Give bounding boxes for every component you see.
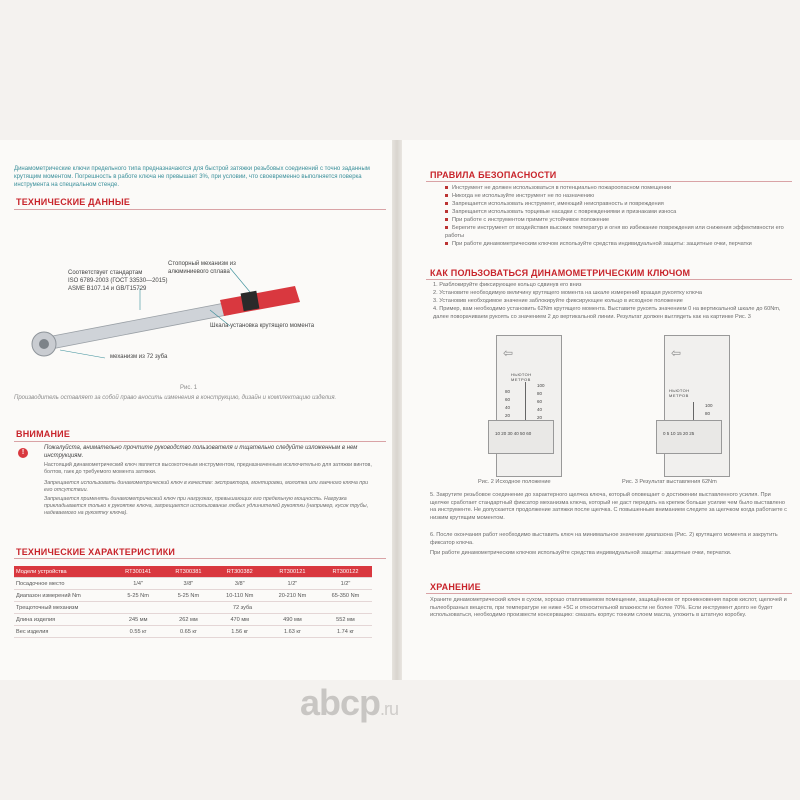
mechanism-callout: механизм из 72 зуба [110, 354, 168, 360]
list-item: 4. Пример, вам необходимо установить 62Nm крутящего момента. Выставите рукоять значением 0 на вертикальной шкале до 60Nm, далее поворачиваем рукоять со значением 2 до вертикальной линии. Результат должен выглядеть как на картинке Рис. 3 [433, 306, 781, 320]
divider [426, 593, 792, 594]
specs-table [14, 566, 372, 638]
storage-text: Храните динамометрический ключ в сухом, хорошо отапливаемом помещении, защищённом от проникновения паров кислот, щелочей и пылеобразных веществ, при температуре не ниже +5С и относительной влажности не более 70%. Если инструмент долго не будет использоваться, необходимо произвести консервацию: смазать корпус тонким слоем масла, уложить в штатную коробку. [430, 597, 787, 619]
list-item: 2. Установите необходимую величину крутящего момента на шкале измерений вращая рукоятку ключа [433, 290, 703, 296]
table-row: Длина изделия 245 мм 262 мм 470 мм 490 мм 552 мм [14, 614, 372, 626]
fig3-caption: Рис. 3 Результат выставления 62Nm [622, 479, 717, 485]
manufacturer-note: Производитель оставляет за собой право вносить изменения в конструкцию, дизайн и комплектацию изделия. [14, 395, 337, 401]
safety-list [445, 184, 790, 256]
divider [14, 209, 386, 210]
step5-text: 5. Закрутите резьбовое соединение до характерного щелчка ключа, который оповещает о достижении выставленного усилия. При щелчке сработает стандартный фиксатор механизма ключа, который не даст передать на крепеж больше усилие чем было выставлено на инструменте. Не допускается продолжение затяжки после щелчка. С повышенным вниманием следите за щелчком когда работаете с низким крутящим моментом. [430, 492, 787, 521]
table-header-cell: RT300122 [319, 566, 372, 578]
table-header-cell: RT300121 [266, 566, 319, 578]
attention-lead: Пожалуйста, внимательно прочтите руководство пользователя и тщательно следуйте изложенным в нем инструкциям. [44, 445, 358, 459]
fig2-caption: Рис. 2 Исходное положение [478, 479, 551, 485]
divider [426, 279, 792, 280]
divider [14, 558, 386, 559]
table-row: Трещоточный механизм 72 зуба [14, 602, 372, 614]
safety-heading: ПРАВИЛА БЕЗОПАСНОСТИ [430, 170, 557, 180]
tech-data-heading: ТЕХНИЧЕСКИЕ ДАННЫЕ [16, 197, 131, 207]
scale-figure-2: ⇦ НЬЮТОН МЕТРОВ 80 60 40 20 100 80 60 40 20 [496, 335, 562, 477]
scale-drum-2: 10 20 30 40 50 60 [488, 420, 554, 454]
attention-p1: Настоящий динамометрический ключ является высокоточным инструментом, предназначенным исключительно для затяжки винтов, болтов, гаек до требуемого момента затяжки. [44, 462, 372, 475]
specs-heading: ТЕХНИЧЕСКИЕ ХАРАКТЕРИСТИКИ [16, 547, 176, 557]
arrow-left-icon: ⇦ [671, 346, 682, 360]
table-header-cell: RT300381 [163, 566, 213, 578]
table-header-row [14, 566, 372, 578]
standard-callout: Соответствует стандартам ISO 6789-2003 (ГОСТ 33530—2015) ASME B107.14 и GB/T15729 [68, 270, 168, 292]
table-row: Вес изделия 0.55 кг 0.65 кг 1.56 кг 1.63 кг 1.74 кг [14, 626, 372, 638]
scale-drum-3: 0 5 10 15 20 25 [656, 420, 722, 454]
table-header-cell: RT300141 [113, 566, 163, 578]
list-item: Запрещается использовать торцевые насадки с повреждениями и признаками износа [445, 208, 790, 216]
list-item: Берегите инструмент от воздействия высоких температур и огня во избежание повреждения или снижения эффективности его работы [445, 225, 784, 239]
intro-text: Динамометрические ключи предельного типа предназначаются для быстрой затяжки резьбовых соединений с точно заданным крутящим моментом. Погрешность в работе ключа не превышает 3%, при условии, что своевременно выполняется поверка инструмента на специальном стенде. [14, 166, 370, 188]
list-item: При работе динамометрическим ключом используйте средства индивидуальной защиты: защитные очки, перчатки [445, 240, 790, 256]
list-item: 1. Разблокируйте фиксирующее кольцо сдвинув его вниз [433, 282, 582, 288]
list-item: Никогда не используйте инструмент не по назначению [445, 192, 790, 200]
arrow-left-icon: ⇦ [503, 346, 514, 360]
page-fold [392, 140, 402, 680]
abcp-logo: abcp.ru [300, 682, 399, 723]
step6-text: 6. После окончания работ необходимо выставить ключ на минимальное значение диапазона (Рис. 2) крутящего момента и закрутить фиксатор ключа. [430, 532, 778, 546]
ppe-note: При работе динамометрическим ключом используйте средства индивидуальной защиты: защитные очки, перчатки. [430, 550, 732, 556]
attention-p3: Запрещается применять динамометрический ключ при нагрузках, превышающих его предельную мощность. Нагрузка прикладывается только к рукоятке ключа, запрещается использование любых удлинителей рукоятки (например, кусок трубы, надеваемого на рукоятку ключа). [44, 496, 369, 516]
divider [426, 181, 792, 182]
divider [14, 441, 386, 442]
howto-list [433, 281, 788, 329]
table-row: Диапазон измерений Nm 5-25 Nm 5-25 Nm 10-110 Nm 20-210 Nm 65-350 Nm [14, 590, 372, 602]
howto-heading: КАК ПОЛЬЗОВАТЬСЯ ДИНАМОМЕТРИЧЕСКИМ КЛЮЧОМ [430, 268, 691, 278]
lock-callout: Стопорный механизм из алюминиевого сплава [168, 261, 236, 275]
scale-callout: Шкала установка крутящего момента [210, 323, 315, 329]
attention-p2: Запрещается использовать динамометрический ключ в качестве: экстрактора, монтировки, молотка или гаечного ключа при его отсутствии. [44, 480, 369, 493]
fig1-caption: Рис. 1 [180, 385, 198, 391]
list-item: 3. Установив необходимое значение заблокируйте фиксирующее кольцо в исходное положение [433, 298, 683, 304]
list-item: Инструмент не должен использоваться в потенциально пожароопасном помещении [445, 184, 790, 192]
wrench-icon [32, 286, 300, 356]
attention-heading: ВНИМАНИЕ [16, 429, 71, 439]
table-header-cell: Модели устройства [14, 566, 113, 578]
scale-figure-3: ⇦ НЬЮТОН МЕТРОВ 100 80 [664, 335, 730, 477]
table-header-cell: RT300382 [214, 566, 266, 578]
list-item: Запрещается использовать инструмент, имеющий неисправность и повреждения [445, 200, 790, 208]
list-item: При работе с инструментом примите устойчивое положение [445, 216, 790, 224]
warning-icon: ! [18, 448, 28, 458]
table-row: Посадочное место 1/4" 3/8" 3/8" 1/2" 1/2" [14, 578, 372, 590]
storage-heading: ХРАНЕНИЕ [430, 582, 481, 592]
